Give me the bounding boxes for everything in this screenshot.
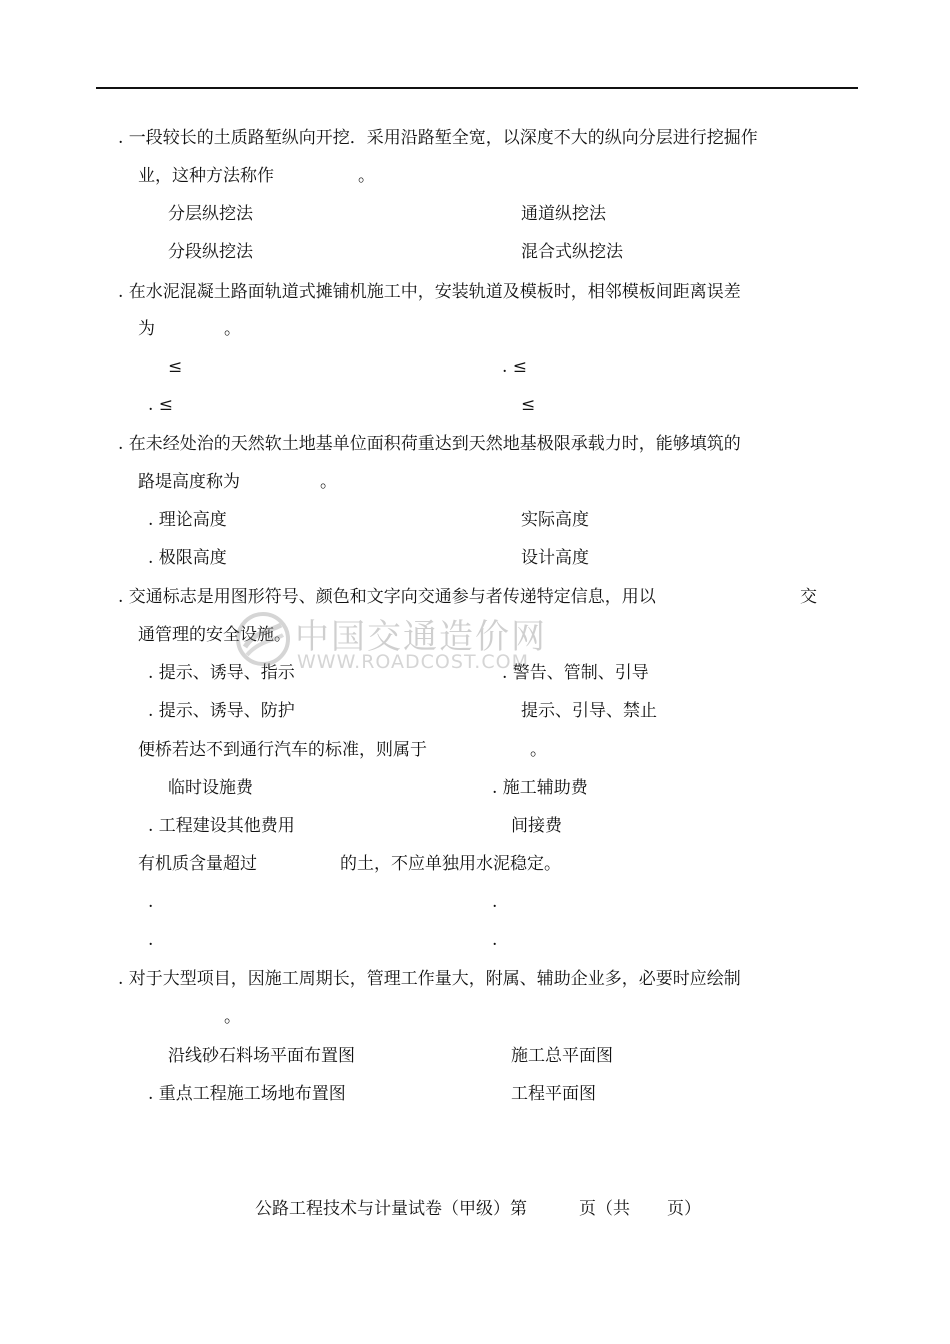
q5-option-a: 临时设施费	[168, 778, 253, 798]
q7-option-b: 施工总平面图	[511, 1046, 613, 1066]
q1-option-a: 分层纵挖法	[168, 204, 253, 224]
q3-option-d: 设计高度	[521, 548, 589, 568]
q1-stem-end: 。	[358, 166, 375, 186]
watermark-url: WWW.ROADCOST.COM	[297, 651, 529, 673]
q3-option-c: . 极限高度	[148, 548, 227, 568]
q5-stem-end: 。	[530, 740, 547, 760]
header-rule	[96, 87, 858, 89]
q6-stem-line1-rest: 的土，不应单独用水泥稳定。	[340, 854, 561, 874]
q3-option-b: 实际高度	[521, 510, 589, 530]
q7-option-a: 沿线砂石料场平面布置图	[168, 1046, 355, 1066]
q6-option-a: .	[148, 892, 154, 912]
q4-stem-line2: 通管理的安全设施。	[138, 625, 291, 645]
footer-page: 页（共	[579, 1199, 630, 1219]
q1-stem-line2: 业，这种方法称作	[138, 166, 274, 186]
q2-option-c: . ≤	[148, 395, 174, 415]
q5-option-d: 间接费	[511, 816, 562, 836]
footer-total: 页）	[667, 1199, 701, 1219]
q6-option-d: .	[492, 930, 498, 950]
q2-stem-line2: 为	[138, 319, 155, 339]
footer-title: 公路工程技术与计量试卷（甲级）第	[255, 1199, 527, 1219]
q7-stem-line1: . 对于大型项目，因施工周期长，管理工作量大，附属、辅助企业多，必要时应绘制	[118, 969, 741, 989]
q4-stem-line1-end: 交	[800, 587, 817, 607]
q5-stem-line1: 便桥若达不到通行汽车的标准，则属于	[138, 740, 427, 760]
q2-stem-end: 。	[224, 319, 241, 339]
q3-option-a: . 理论高度	[148, 510, 227, 530]
watermark	[235, 605, 555, 685]
q4-option-b: . 警告、管制、引导	[502, 663, 649, 683]
q1-option-d: 混合式纵挖法	[521, 242, 623, 262]
q2-stem-line1: . 在水泥混凝土路面轨道式摊铺机施工中，安装轨道及模板时，相邻模板间距离误差	[118, 282, 741, 302]
q1-stem-line1: . 一段较长的土质路堑纵向开挖．采用沿路堑全宽，以深度不大的纵向分层进行挖掘作	[118, 128, 758, 148]
watermark-text: 中国交通造价网	[295, 617, 547, 657]
q3-stem-line2: 路堤高度称为	[138, 472, 240, 492]
q5-option-b: . 施工辅助费	[492, 778, 588, 798]
q7-option-c: . 重点工程施工场地布置图	[148, 1084, 346, 1104]
q6-option-c: .	[148, 930, 154, 950]
q5-option-c: . 工程建设其他费用	[148, 816, 295, 836]
q4-option-c: . 提示、诱导、防护	[148, 701, 295, 721]
q1-option-c: 分段纵挖法	[168, 242, 253, 262]
q7-stem-end: 。	[224, 1007, 241, 1027]
q3-stem-line1: . 在未经处治的天然软土地基单位面积荷重达到天然地基极限承载力时，能够填筑的	[118, 434, 741, 454]
q2-option-d: ≤	[521, 395, 536, 415]
q6-option-b: .	[492, 892, 498, 912]
q4-stem-line1: . 交通标志是用图形符号、颜色和文字向交通参与者传递特定信息，用以	[118, 587, 656, 607]
q1-option-b: 通道纵挖法	[521, 204, 606, 224]
q4-option-d: 提示、引导、禁止	[521, 701, 657, 721]
watermark-logo-icon	[235, 611, 291, 667]
q2-option-b: . ≤	[502, 357, 528, 377]
q6-stem-line1: 有机质含量超过	[138, 854, 257, 874]
q2-option-a: ≤	[168, 357, 183, 377]
q4-option-a: . 提示、诱导、指示	[148, 663, 295, 683]
q7-option-d: 工程平面图	[511, 1084, 596, 1104]
q3-stem-end: 。	[320, 472, 337, 492]
